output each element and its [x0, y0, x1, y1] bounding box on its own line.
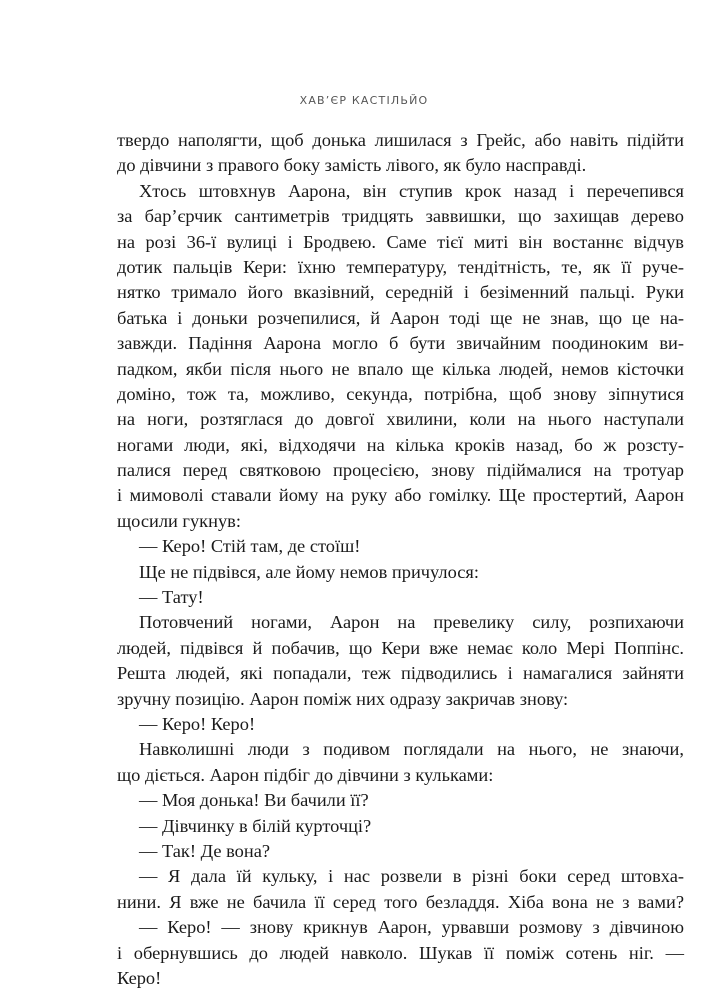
text-line: до дівчини з правого боку замість лівого, як було насправді.: [117, 155, 587, 176]
text-line: Навколишні люди з подивом поглядали на нього, не знаючи,: [139, 739, 684, 760]
text-line: на ноги, розтяглася до довгої хвилини, коли на нього наступали: [117, 409, 684, 430]
text-line: — Керо! Стій там, де стоїш!: [139, 536, 361, 557]
text-line: доміно, тож та, можливо, секунда, потрібна, щоб знову зіпнутися: [117, 383, 684, 404]
text-line: — Тату!: [139, 587, 204, 608]
text-line: зручну позицію. Аарон поміж них одразу закричав знову:: [117, 688, 569, 709]
text-line: — Керо! — знову крикнув Аарон, урвавши розмову з дівчиною: [139, 917, 684, 938]
text-line: палися перед святковою процесією, знову підіймалися на тротуар: [117, 460, 684, 481]
text-line: що діється. Аарон підбіг до дівчини з кульками:: [117, 764, 494, 785]
text-line: падком, якби після нього не впало ще кілька людей, немов кісточки: [117, 358, 684, 379]
text-line: Керо!: [117, 967, 162, 988]
text-line: завжди. Падіння Аарона могло б бути звичайним поодиноким ви-: [117, 333, 684, 354]
text-line: твердо наполягти, щоб донька лишилася з Грейс, або навіть підійти: [117, 130, 684, 150]
text-line: батька і доньки розчепилися, й Аарон тоді ще не знав, що це на-: [117, 307, 684, 328]
text-line: дотик пальців Кери: їхню температуру, тендітність, те, як її руче-: [117, 256, 684, 277]
text-line: людей, підвівся й побачив, що Кери вже немає коло Мері Поппінс.: [117, 637, 684, 658]
text-line: ногами люди, які, відходячи на кілька кроків назад, бо ж розсту-: [117, 434, 684, 455]
text-line: Потовчений ногами, Аарон на превелику силу, розпихаючи: [139, 612, 684, 633]
text-line: на розі 36-ї вулиці і Бродвею. Саме тієї миті він востаннє відчув: [117, 231, 684, 252]
text-line: нятко тримало його вказівний, середній і безіменний пальці. Руки: [117, 282, 684, 303]
running-header: ХАВ’ЄР КАСТІЛЬЙО: [299, 94, 429, 107]
text-line: Ще не підвівся, але йому немов причулося:: [139, 561, 479, 582]
text-line: і обернувшись до людей навколо. Шукав її поміж сотень ніг. —: [117, 942, 684, 963]
text-line: Решта людей, які попадали, теж підводились і намагалися зайняти: [117, 663, 684, 684]
text-line: — Так! Де вона?: [139, 840, 271, 861]
body-text: [117, 128, 684, 991]
text-line: — Моя донька! Ви бачили її?: [139, 790, 369, 811]
text-line: нини. Я вже не бачила її серед того безладдя. Хіба вона не з вами?: [117, 891, 684, 912]
text-line: за бар’єрчик сантиметрів тридцять заввишки, що захищав дерево: [117, 206, 684, 227]
text-line: — Керо! Керо!: [139, 713, 256, 734]
text-line: — Дівчинку в білій курточці?: [139, 815, 372, 836]
text-line: щосили гукнув:: [117, 510, 241, 531]
text-line: — Я дала їй кульку, і нас розвели в різні боки серед штовха-: [139, 866, 684, 887]
text-line: і мимоволі ставали йому на руку або гомілку. Ще простертий, Аарон: [117, 485, 684, 506]
text-line: Хтось штовхнув Аарона, він ступив крок назад і перечепився: [139, 180, 684, 201]
